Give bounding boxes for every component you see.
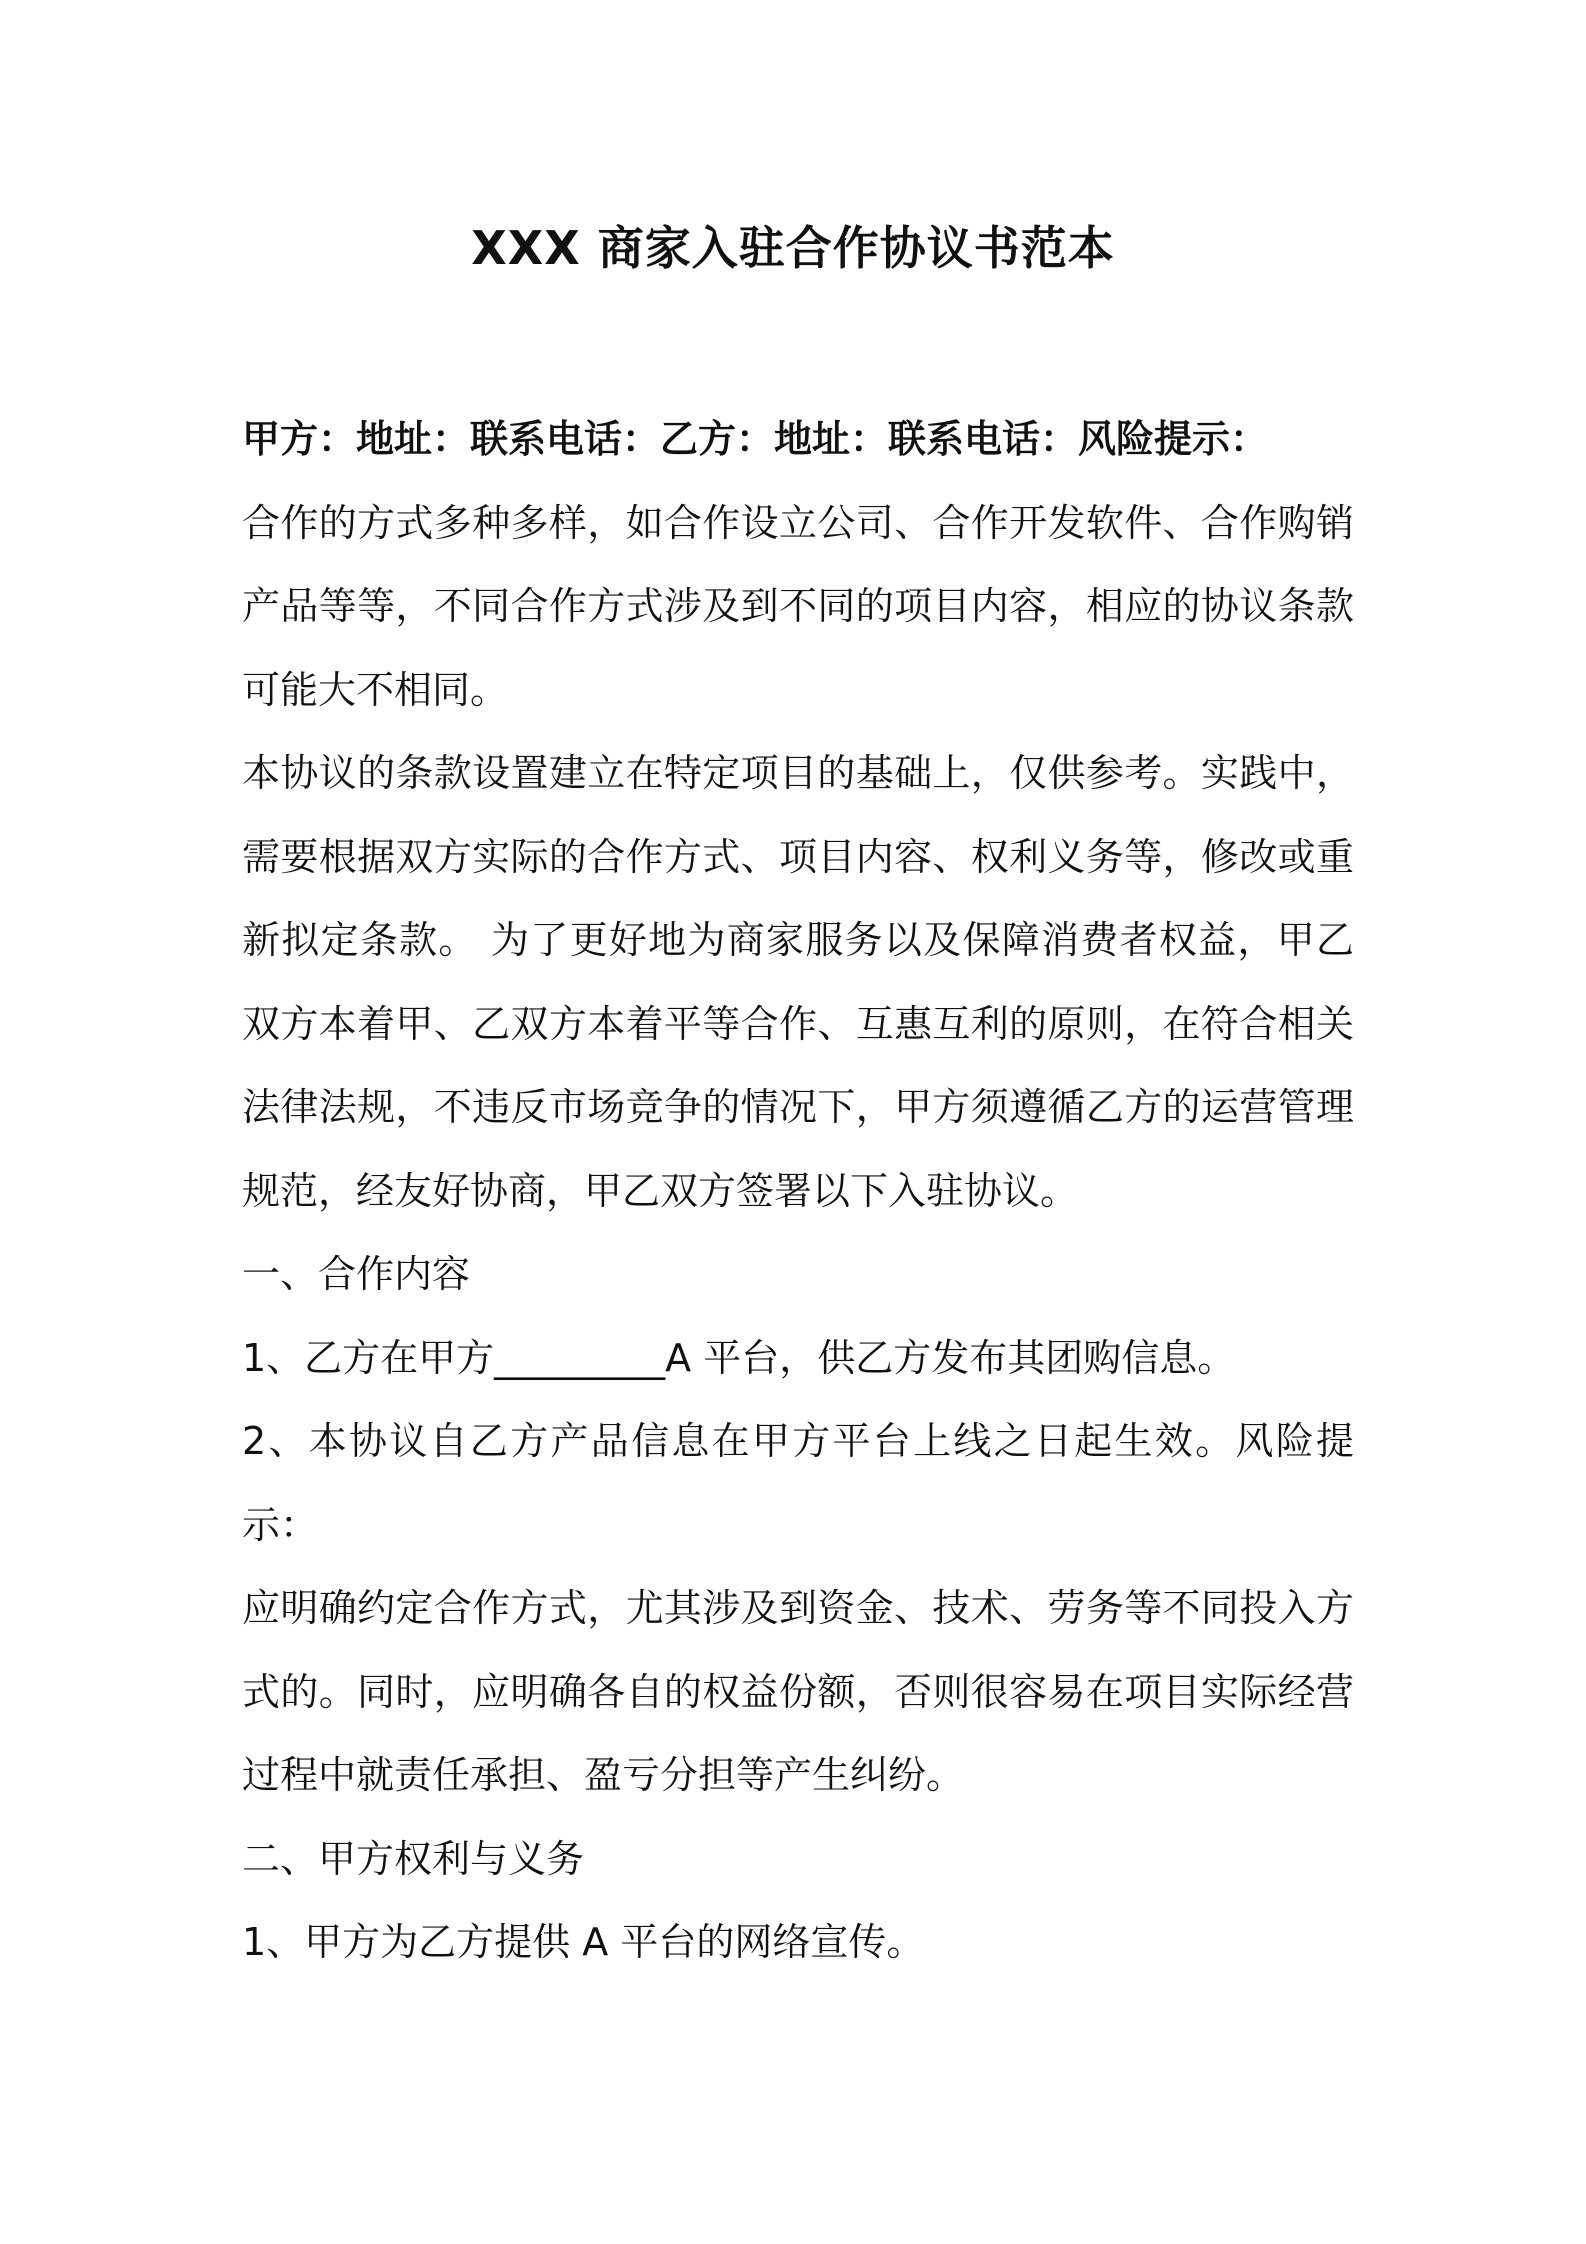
document-title: XXX 商家入驻合作协议书范本 — [471, 221, 1115, 275]
clause-2-effective-date: 2、本协议自乙方产品信息在甲方平台上线之日起生效。风险提示： — [242, 1419, 1354, 1547]
section-heading-cooperation-content: 一、合作内容 — [242, 1252, 471, 1296]
paragraph-cooperation-methods: 合作的方式多种多样，如合作设立公司、合作开发软件、合作购销产品等等，不同合作方式涉及到不同的项目内容，相应的协议条款可能大不相同。 — [242, 500, 1354, 712]
paragraph-agreement-basis: 本协议的条款设置建立在特定项目的基础上，仅供参考。实践中，需要根据双方实际的合作方式、项目内容、权利义务等，修改或重新拟定条款。 为了更好地为商家服务以及保障消费者权益，甲乙双方本着甲、乙双方本着平等合作、互惠互利的原则，在符合相关法律法规，不违反市场竞争的情况下，甲方须遵循乙方的运营管理规范，经友好协商，甲乙双方签署以下入驻协议。 — [242, 751, 1354, 1213]
paragraph-risk-note: 应明确约定合作方式，尤其涉及到资金、技术、劳务等不同投入方式的。同时，应明确各自的权益份额，否则很容易在项目实际经营过程中就责任承担、盈亏分担等产生纠纷。 — [242, 1586, 1354, 1797]
section-heading-party-a-rights: 二、甲方权利与义务 — [242, 1836, 585, 1881]
clause-party-a-promotion: 1、甲方为乙方提供 A 平台的网络宣传。 — [242, 1920, 925, 1964]
clause-1-platform: 1、乙方在甲方_________A 平台，供乙方发布其团购信息。 — [242, 1335, 1236, 1380]
document-body — [242, 398, 1354, 1985]
party-info-line: 甲方：地址：联系电话：乙方：地址：联系电话：风险提示： — [242, 417, 1269, 461]
